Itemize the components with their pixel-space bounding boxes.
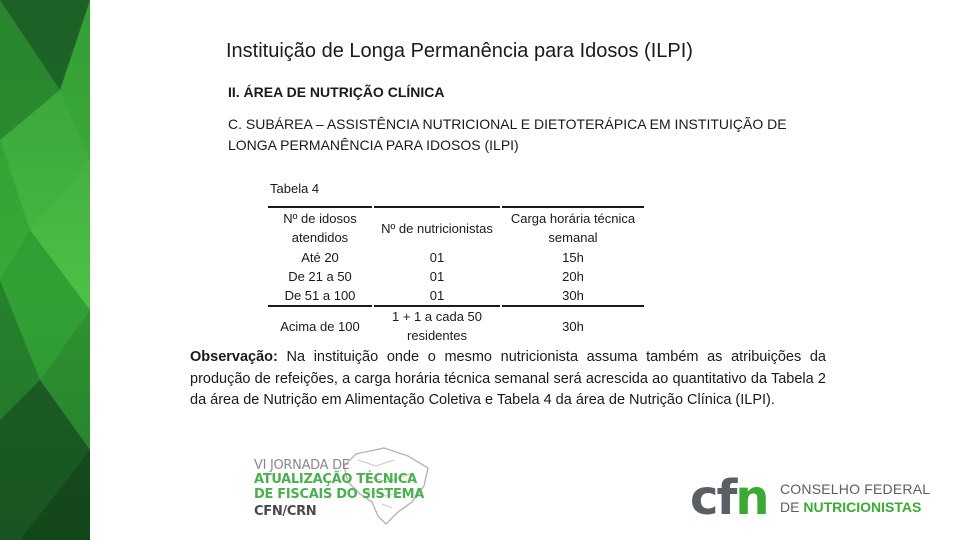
table-row (268, 286, 644, 306)
event-logo-line1: VI JORNADA DE (254, 458, 350, 473)
table-header-row (268, 207, 644, 248)
table-cell: 15h (562, 250, 584, 265)
decorative-sidebar (0, 0, 90, 540)
table-cell: 1 + 1 a cada 50 residentes (392, 309, 482, 343)
staffing-table (268, 206, 644, 345)
table-caption: Tabela 4 (270, 181, 320, 196)
event-logo-line3: DE FISCAIS DO SISTEMA (254, 487, 424, 502)
page-title: Instituição de Longa Permanência para Idosos (ILPI) (226, 40, 693, 62)
observation-text: Na instituição onde o mesmo nutricionista assuma também as atribuições da produção de refeições, a carga horária técnica semanal será acrescida ao quantitativo da Tabela 2 da área de Nutrição em Alimentação Coletiva e Tabela 4 da área de Nutrição Clínica (ILPI). (190, 349, 826, 408)
header-nutritionist-count: Nº de nutricionistas (374, 207, 500, 248)
table-cell: 01 (374, 286, 500, 306)
council-name-line1: CONSELHO FEDERAL (780, 481, 931, 497)
table-cell: De 21 a 50 (288, 269, 352, 284)
table-cell: 01 (429, 269, 445, 284)
area-heading: II. ÁREA DE NUTRIÇÃO CLÍNICA (228, 84, 445, 100)
table-cell: Acima de 100 (280, 318, 360, 334)
observation-paragraph (190, 347, 826, 412)
table-cell: De 51 a 100 (268, 286, 372, 306)
polygon-pattern-icon (0, 0, 90, 540)
table-cell: 20h (562, 269, 584, 284)
event-logo-line2: ATUALIZAÇÃO TÉCNICA (254, 472, 417, 487)
table-cell: 30h (562, 318, 584, 334)
council-logo-text (780, 480, 930, 516)
table-row (268, 306, 644, 345)
event-logo (254, 446, 454, 526)
header-weekly-hours: Carga horária técnica semanal (502, 207, 644, 248)
event-logo-line4: CFN/CRN (254, 504, 317, 519)
table-row (268, 267, 644, 286)
header-elderly-count: Nº de idosos atendidos (268, 207, 372, 248)
observation-label: Observação: (190, 349, 278, 365)
table-cell: 30h (502, 286, 644, 306)
cfn-logo-mark: cfn (690, 470, 768, 526)
subarea-heading: C. SUBÁREA – ASSISTÊNCIA NUTRICIONAL E DIETOTERÁPICA EM INSTITUIÇÃO DE LONGA PERMANÊNCIA PARA IDOSOS (ILPI) (228, 116, 787, 153)
table-row (268, 248, 644, 267)
council-name-line2: DE NUTRICIONISTAS (780, 499, 922, 515)
table-cell: Até 20 (301, 250, 339, 265)
table-cell: 01 (429, 250, 445, 265)
